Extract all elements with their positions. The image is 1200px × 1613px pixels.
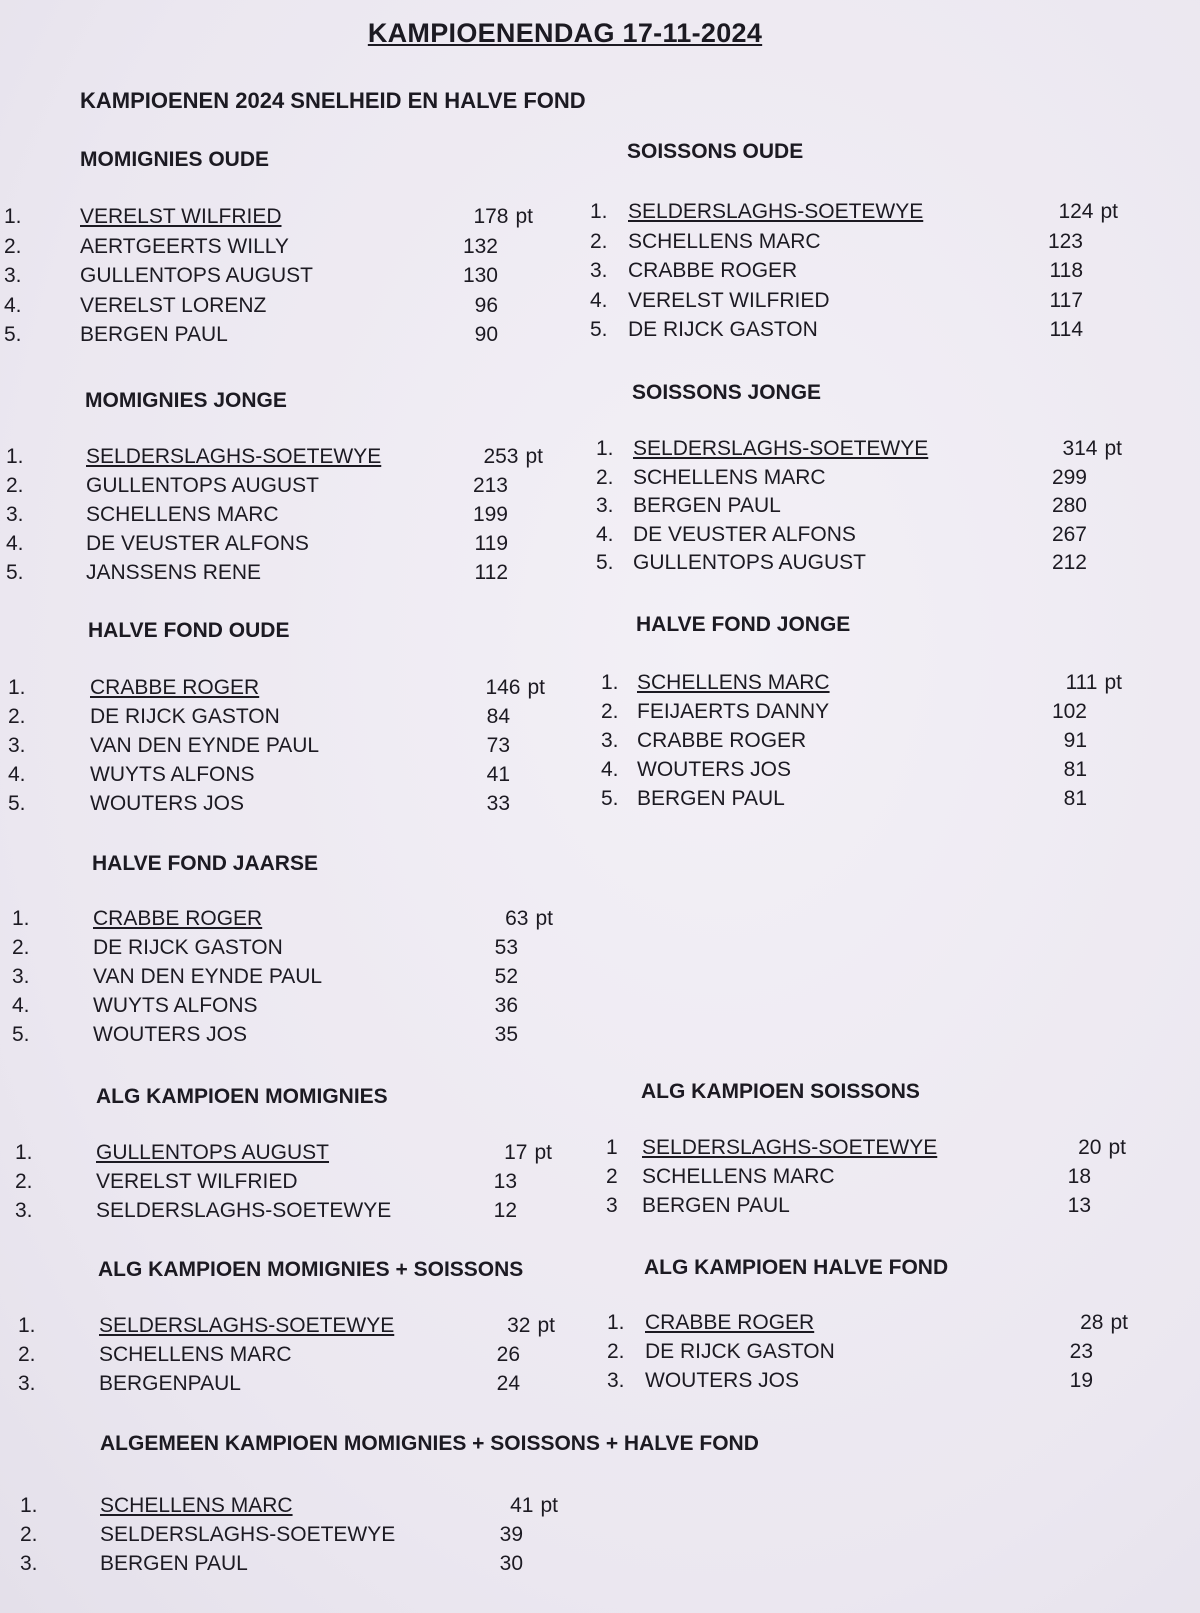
competitor-name: DE RIJCK GASTON (93, 936, 283, 959)
section-heading: ALG KAMPIOEN MOMIGNIES (96, 1085, 388, 1108)
points-unit: pt (537, 1314, 555, 1337)
rank-number: 3. (4, 264, 22, 287)
competitor-name: DE VEUSTER ALFONS (633, 522, 856, 546)
points-value: 81 (1063, 787, 1087, 810)
rank-number: 2. (4, 234, 22, 258)
competitor-name: WOUTERS JOS (645, 1369, 800, 1392)
points-value: 178 pt (473, 205, 533, 228)
points-value: 280 (1051, 494, 1087, 517)
competitor-name: SCHELLENS MARC (628, 229, 821, 253)
competitor-name: SELDERSLAGHS-SOETEWYE (633, 437, 929, 460)
points-value: 253 pt (483, 445, 543, 468)
section-heading: SOISSONS JONGE (632, 381, 822, 404)
points-value: 117 (1049, 288, 1083, 312)
points-value: 299 (1051, 465, 1087, 489)
competitor-name: SCHELLENS MARC (99, 1343, 292, 1366)
rank-number: 3 (606, 1194, 618, 1217)
points-value: 73 (486, 734, 510, 757)
result-row (0, 1369, 1200, 1398)
page-subtitle: KAMPIOENEN 2024 SNELHEID EN HALVE FOND (80, 88, 586, 113)
result-row (0, 965, 1200, 994)
section-heading: HALVE FOND OUDE (88, 619, 290, 642)
rank-number: 1. (15, 1141, 33, 1164)
competitor-name: GULLENTOPS AUGUST (96, 1141, 330, 1164)
competitor-name: VERELST WILFRIED (96, 1170, 298, 1193)
competitor-name: JANSSENS RENE (86, 561, 262, 584)
points-value: 81 (1063, 758, 1087, 781)
points-unit: pt (535, 907, 553, 930)
rank-number: 2. (8, 705, 26, 728)
section-heading: SOISSONS OUDE (627, 140, 804, 163)
points-value: 213 (472, 474, 508, 497)
points-value: 132 (462, 234, 498, 258)
result-row (0, 1136, 1200, 1165)
competitor-name: BERGENPAUL (99, 1372, 241, 1395)
points-value: 19 (1069, 1369, 1093, 1392)
result-row (0, 494, 1200, 523)
rank-number: 1. (607, 1311, 625, 1334)
rank-number: 3. (601, 729, 619, 752)
points-unit: pt (1104, 671, 1122, 694)
rank-number: 3. (590, 259, 608, 282)
result-row (0, 758, 1200, 787)
rank-number: 1. (8, 676, 26, 699)
points-value: 96 (474, 293, 498, 317)
competitor-name: CRABBE ROGER (637, 729, 807, 752)
competitor-name: DE RIJCK GASTON (628, 318, 818, 341)
rank-number: 3. (20, 1552, 38, 1575)
competitor-name: GULLENTOPS AUGUST (86, 474, 320, 497)
competitor-name: WOUTERS JOS (93, 1023, 248, 1046)
points-value: 12 (493, 1199, 517, 1222)
points-value: 52 (494, 965, 518, 988)
points-value: 112 (474, 561, 508, 584)
points-value: 199 (472, 503, 508, 526)
points-value: 35 (494, 1023, 518, 1046)
points-value: 124 pt (1058, 200, 1118, 223)
points-value: 41 pt (510, 1494, 558, 1517)
result-row (0, 700, 1200, 729)
points-value: 91 (1063, 729, 1087, 752)
competitor-name: SELDERSLAGHS-SOETEWYE (99, 1314, 395, 1337)
competitor-name: VAN DEN EYNDE PAUL (90, 734, 320, 757)
rank-number: 4. (8, 763, 26, 786)
result-row (0, 1194, 1200, 1223)
rank-number: 4. (4, 293, 22, 317)
points-value: 63 pt (505, 907, 553, 930)
rank-number: 2. (590, 229, 608, 253)
rank-number: 5. (4, 323, 22, 346)
result-row (0, 671, 1200, 700)
competitor-name: DE VEUSTER ALFONS (86, 532, 309, 555)
competitor-name: WOUTERS JOS (637, 758, 792, 781)
points-value: 20 pt (1078, 1136, 1126, 1159)
rank-number: 4. (601, 758, 619, 781)
points-unit: pt (540, 1494, 558, 1517)
points-value: 26 (496, 1343, 520, 1366)
points-value: 146 pt (485, 676, 545, 699)
section-heading: MOMIGNIES JONGE (85, 389, 287, 412)
competitor-name: SELDERSLAGHS-SOETEWYE (100, 1523, 396, 1546)
points-value: 90 (474, 323, 498, 346)
points-unit: pt (1108, 1136, 1126, 1159)
rank-number: 3. (15, 1199, 33, 1222)
result-row (0, 936, 1200, 965)
result-row (0, 729, 1200, 758)
competitor-name: DE RIJCK GASTON (645, 1340, 835, 1363)
points-unit: pt (1100, 200, 1118, 223)
result-row (0, 551, 1200, 580)
competitor-name: VAN DEN EYNDE PAUL (93, 965, 323, 988)
result-row (0, 1311, 1200, 1340)
points-value: 212 (1051, 551, 1087, 574)
points-value: 102 (1051, 700, 1087, 723)
rank-number: 2. (15, 1170, 33, 1193)
competitor-name: SCHELLENS MARC (633, 465, 826, 489)
points-value: 28 pt (1080, 1311, 1128, 1334)
result-row (0, 318, 1200, 347)
competitor-name: VERELST LORENZ (80, 293, 267, 317)
rank-number: 2. (18, 1343, 36, 1366)
rank-number: 1. (601, 671, 619, 694)
points-unit: pt (527, 676, 545, 699)
competitor-name: VERELST WILFRIED (80, 205, 282, 228)
competitor-name: BERGEN PAUL (642, 1194, 790, 1217)
result-row (0, 289, 1200, 318)
rank-number: 2. (12, 936, 30, 959)
points-value: 267 (1051, 522, 1087, 546)
points-unit: pt (515, 205, 533, 228)
rank-number: 2. (20, 1523, 38, 1546)
result-row (0, 787, 1200, 816)
competitor-name: BERGEN PAUL (637, 787, 785, 810)
points-unit: pt (534, 1141, 552, 1164)
competitor-name: DE RIJCK GASTON (90, 705, 280, 728)
section-heading: MOMIGNIES OUDE (80, 148, 270, 171)
competitor-name: AERTGEERTS WILLY (80, 234, 289, 258)
result-row (0, 1523, 1200, 1552)
rank-number: 1. (18, 1314, 36, 1337)
rank-number: 5. (8, 792, 26, 815)
rank-number: 4. (590, 288, 608, 312)
result-row (0, 1165, 1200, 1194)
points-value: 13 (493, 1170, 517, 1193)
section-heading: HALVE FOND JONGE (636, 613, 851, 636)
competitor-name: SELDERSLAGHS-SOETEWYE (86, 445, 382, 468)
result-row (0, 230, 1200, 259)
rank-number: 2. (607, 1340, 625, 1363)
rank-number: 3. (607, 1369, 625, 1392)
points-unit: pt (525, 445, 543, 468)
competitor-name: VERELST WILFRIED (628, 288, 830, 312)
rank-number: 5. (12, 1023, 30, 1046)
result-row (0, 466, 1200, 495)
points-value: 36 (494, 994, 518, 1017)
rank-number: 1. (20, 1494, 38, 1517)
points-value: 18 (1067, 1165, 1091, 1188)
rank-number: 1. (12, 907, 30, 930)
competitor-name: WOUTERS JOS (90, 792, 245, 815)
points-value: 33 (486, 792, 510, 815)
competitor-name: GULLENTOPS AUGUST (80, 264, 314, 287)
rank-number: 5. (6, 561, 24, 584)
result-row (0, 1552, 1200, 1581)
points-value: 41 (486, 763, 510, 786)
rank-number: 1. (590, 200, 608, 223)
result-row (0, 994, 1200, 1023)
section-heading: HALVE FOND JAARSE (92, 852, 318, 875)
section-heading: ALG KAMPIOEN MOMIGNIES + SOISSONS (98, 1258, 524, 1281)
result-row (0, 437, 1200, 466)
rank-number: 3. (12, 965, 30, 988)
points-value: 13 (1067, 1194, 1091, 1217)
points-value: 123 (1047, 229, 1083, 253)
result-row (0, 1494, 1200, 1523)
rank-number: 3. (18, 1372, 36, 1395)
page-title: KAMPIOENENDAG 17-11-2024 (367, 18, 763, 48)
result-row (0, 523, 1200, 552)
result-row (0, 1340, 1200, 1369)
competitor-name: BERGEN PAUL (100, 1552, 248, 1575)
competitor-name: SCHELLENS MARC (100, 1494, 293, 1517)
competitor-name: BERGEN PAUL (80, 323, 228, 346)
section-heading: ALGEMEEN KAMPIOEN MOMIGNIES + SOISSONS + HALVE FOND (100, 1432, 759, 1455)
competitor-name: CRABBE ROGER (90, 676, 260, 699)
section-heading: ALG KAMPIOEN SOISSONS (641, 1080, 920, 1103)
competitor-name: GULLENTOPS AUGUST (633, 551, 867, 574)
points-value: 314 pt (1062, 437, 1122, 460)
rank-number: 2 (606, 1165, 618, 1188)
competitor-name: SCHELLENS MARC (86, 503, 279, 526)
points-value: 111 pt (1065, 671, 1122, 694)
points-value: 23 (1069, 1340, 1093, 1363)
points-value: 32 pt (507, 1314, 555, 1337)
points-value: 130 (462, 264, 498, 287)
points-value: 114 (1049, 318, 1083, 341)
rank-number: 4. (12, 994, 30, 1017)
rank-number: 1. (6, 445, 24, 468)
competitor-name: CRABBE ROGER (93, 907, 263, 930)
rank-number: 3. (6, 503, 24, 526)
section-heading: ALG KAMPIOEN HALVE FOND (644, 1256, 949, 1279)
points-value: 17 pt (504, 1141, 552, 1164)
rank-number: 3. (596, 494, 614, 517)
competitor-name: BERGEN PAUL (633, 494, 781, 517)
rank-number: 3. (8, 734, 26, 757)
points-value: 39 (499, 1523, 523, 1546)
rank-number: 1. (4, 205, 22, 228)
points-value: 118 (1049, 259, 1083, 282)
result-row (0, 1023, 1200, 1052)
rank-number: 2. (601, 700, 619, 723)
rank-number: 4. (6, 532, 24, 555)
result-row (0, 259, 1200, 288)
competitor-name: SELDERSLAGHS-SOETEWYE (96, 1199, 392, 1222)
competitor-name: CRABBE ROGER (645, 1311, 815, 1334)
competitor-name: FEIJAERTS DANNY (637, 700, 830, 723)
points-value: 30 (499, 1552, 523, 1575)
rank-number: 2. (6, 474, 24, 497)
competitor-name: SELDERSLAGHS-SOETEWYE (642, 1136, 938, 1159)
rank-number: 1. (596, 437, 614, 460)
points-value: 84 (486, 705, 510, 728)
points-unit: pt (1110, 1311, 1128, 1334)
rank-number: 1 (606, 1136, 618, 1159)
rank-number: 5. (601, 787, 619, 810)
rank-number: 4. (596, 522, 614, 546)
rank-number: 5. (590, 318, 608, 341)
points-value: 119 (474, 532, 508, 555)
result-row (0, 200, 1200, 229)
result-row (0, 907, 1200, 936)
competitor-name: CRABBE ROGER (628, 259, 798, 282)
points-unit: pt (1104, 437, 1122, 460)
competitor-name: SCHELLENS MARC (642, 1165, 835, 1188)
competitor-name: SELDERSLAGHS-SOETEWYE (628, 200, 924, 223)
points-value: 53 (494, 936, 518, 959)
competitor-name: WUYTS ALFONS (90, 763, 255, 786)
points-value: 24 (496, 1372, 520, 1395)
rank-number: 5. (596, 551, 614, 574)
rank-number: 2. (596, 465, 614, 489)
competitor-name: SCHELLENS MARC (637, 671, 830, 694)
competitor-name: WUYTS ALFONS (93, 994, 258, 1017)
